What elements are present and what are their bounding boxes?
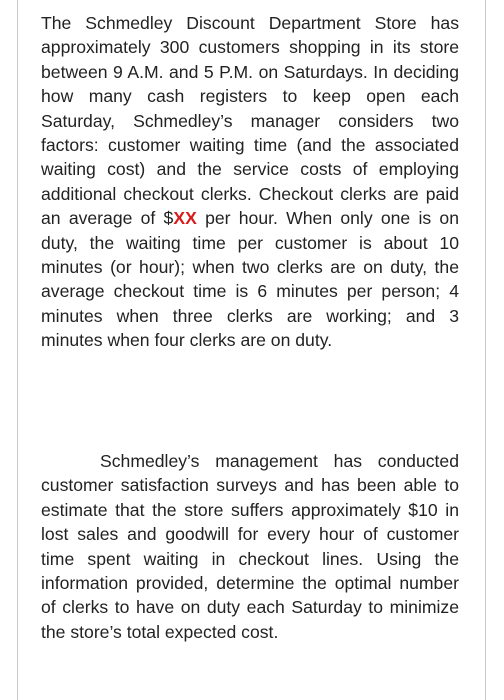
paragraph-1-text-start: The Schmedley Discount Department Store has approximately 300 customers shopping in its store between 9 A.M. and 5 P.M. on Saturdays. In deciding how many cash registers to keep open each Saturday, Schmedley’s manager considers two factors: customer waiting time (and the associated waiting cost) and the service costs of employing additional checkout clerks. Checkout clerks are paid an average of $	[41, 13, 459, 229]
paragraph-1-text-end: per hour. When only one is on duty, the waiting time per customer is about 10 minutes (or hour); when two clerks are on duty, the average checkout time is 6 minutes per person; 4 minutes when three clerks are working; and 3 minutes when four clerks are on duty.	[41, 208, 459, 351]
placeholder-amount: XX	[173, 208, 197, 229]
document-card	[17, 0, 486, 700]
problem-paragraph-1	[41, 11, 459, 353]
problem-paragraph-2: Schmedley’s management has conducted customer satisfaction surveys and has been able to estimate that the store suffers approximately $10 in lost sales and goodwill for every hour of customer time spent waiting in checkout lines. Using the information provided, determine the optimal number of clerks to have on duty each Saturday to minimize the store’s total expected cost.	[41, 451, 459, 642]
